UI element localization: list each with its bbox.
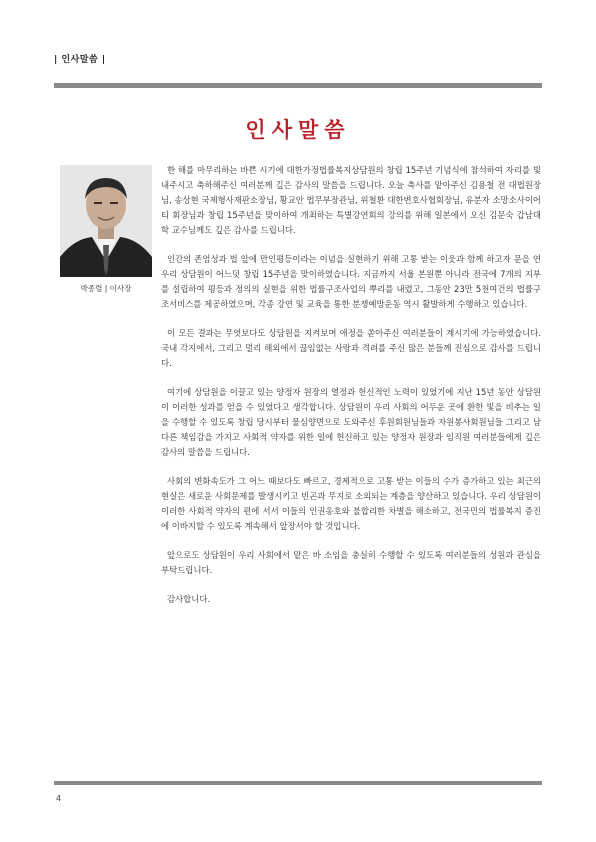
portrait-photo (60, 165, 152, 277)
page-number: 4 (56, 794, 62, 803)
bottom-divider (54, 781, 542, 785)
paragraph: 여기에 상담원을 이끌고 있는 양정자 원장의 열정과 헌신적인 노력이 있었기에 지난 15년 동안 상담원이 이러한 성과를 얻을 수 있었다고 생각합니다. 상담원이 우리 사회의 어두운 곳에 환한 빛을 비추는 일을 수행할 수 있도록 창립 당시부터 물심양면으로 도와주신 후원회원님들과 자원봉사회원님들 그리고 남다른 책임감을 가지고 사회적 약자를 위한 일에 헌신하고 있는 양정자 원장과 임직원 여러분들에게 깊은 감사의 말씀을 드립니다. (161, 387, 541, 457)
paragraph: 한 해를 마무리하는 바쁜 시기에 대한가정법률복지상담원의 창립 15주년 기념식에 참석하여 자리를 빛내주시고 축하해주신 여러분께 깊은 감사의 말씀을 드립니다. 오늘 축사를 맡아주신 김용철 전 대법원장님, 송상현 국제형사재판소장님, 황교안 법무부장관님, 위철환 대한변호사협회장님, 유분자 소망소사이어티 회장님과 창립 15주년을 맞이하여 개최하는 특별강연회의 강의를 위해 일본에서 오신 김문숙 갑남대학 교수님께도 깊은 감사를 드립니다. (161, 165, 541, 235)
paragraph: 인간의 존엄성과 법 앞에 만인평등이라는 이념을 실현하기 위해 고통 받는 이웃과 함께 하고자 문을 연 우리 상담원이 어느덧 창립 15주년을 맞이하였습니다. 지금까지 서울 본원뿐 아니라 전국에 7개의 지부를 설립하여 평등과 정의의 실현을 위한 법률구조사업의 뿌리를 내렸고, 그동안 23만 5천여건의 법률구조서비스를 제공하였으며, 각종 강연 및 교육을 통한 분쟁예방운동 역시 활발하게 수행하고 있습니다. (161, 254, 541, 309)
portrait-caption: 박종렬 | 이사장 (80, 284, 132, 293)
paragraph: 앞으로도 상담원이 우리 사회에서 맡은 바 소임을 충실히 수행할 수 있도록 여러분들의 성원과 관심을 부탁드립니다. (161, 550, 541, 575)
page-title: 인사말씀 (245, 118, 351, 142)
section-header: | 인사말씀 | (54, 55, 106, 65)
portrait-image (60, 165, 152, 277)
greeting-body (161, 163, 541, 621)
closing-line: 감사합니다. (167, 594, 211, 604)
paragraph: 이 모든 결과는 무엇보다도 상담원을 지켜보며 애정을 쏟아주신 여러분들이 계시기에 가능하였습니다. 국내 각지에서, 그리고 멀리 해외에서 끊임없는 사랑과 격려를 주신 많은 분들께 진심으로 감사를 드립니다. (161, 328, 541, 368)
top-divider (54, 83, 542, 88)
paragraph: 사회의 변화속도가 그 어느 때보다도 빠르고, 경제적으로 고통 받는 이들의 수가 증가하고 있는 최근의 현실은 새로운 사회문제를 발생시키고 빈곤과 무지로 소외되는 계층을 양산하고 있습니다. 우리 상담원이 이러한 사회적 약자의 편에 서서 이들의 인권옹호와 불합리한 차별을 해소하고, 전국민의 법률복지 증진에 이바지할 수 있도록 계속해서 앞장서야 할 것입니다. (161, 476, 541, 531)
